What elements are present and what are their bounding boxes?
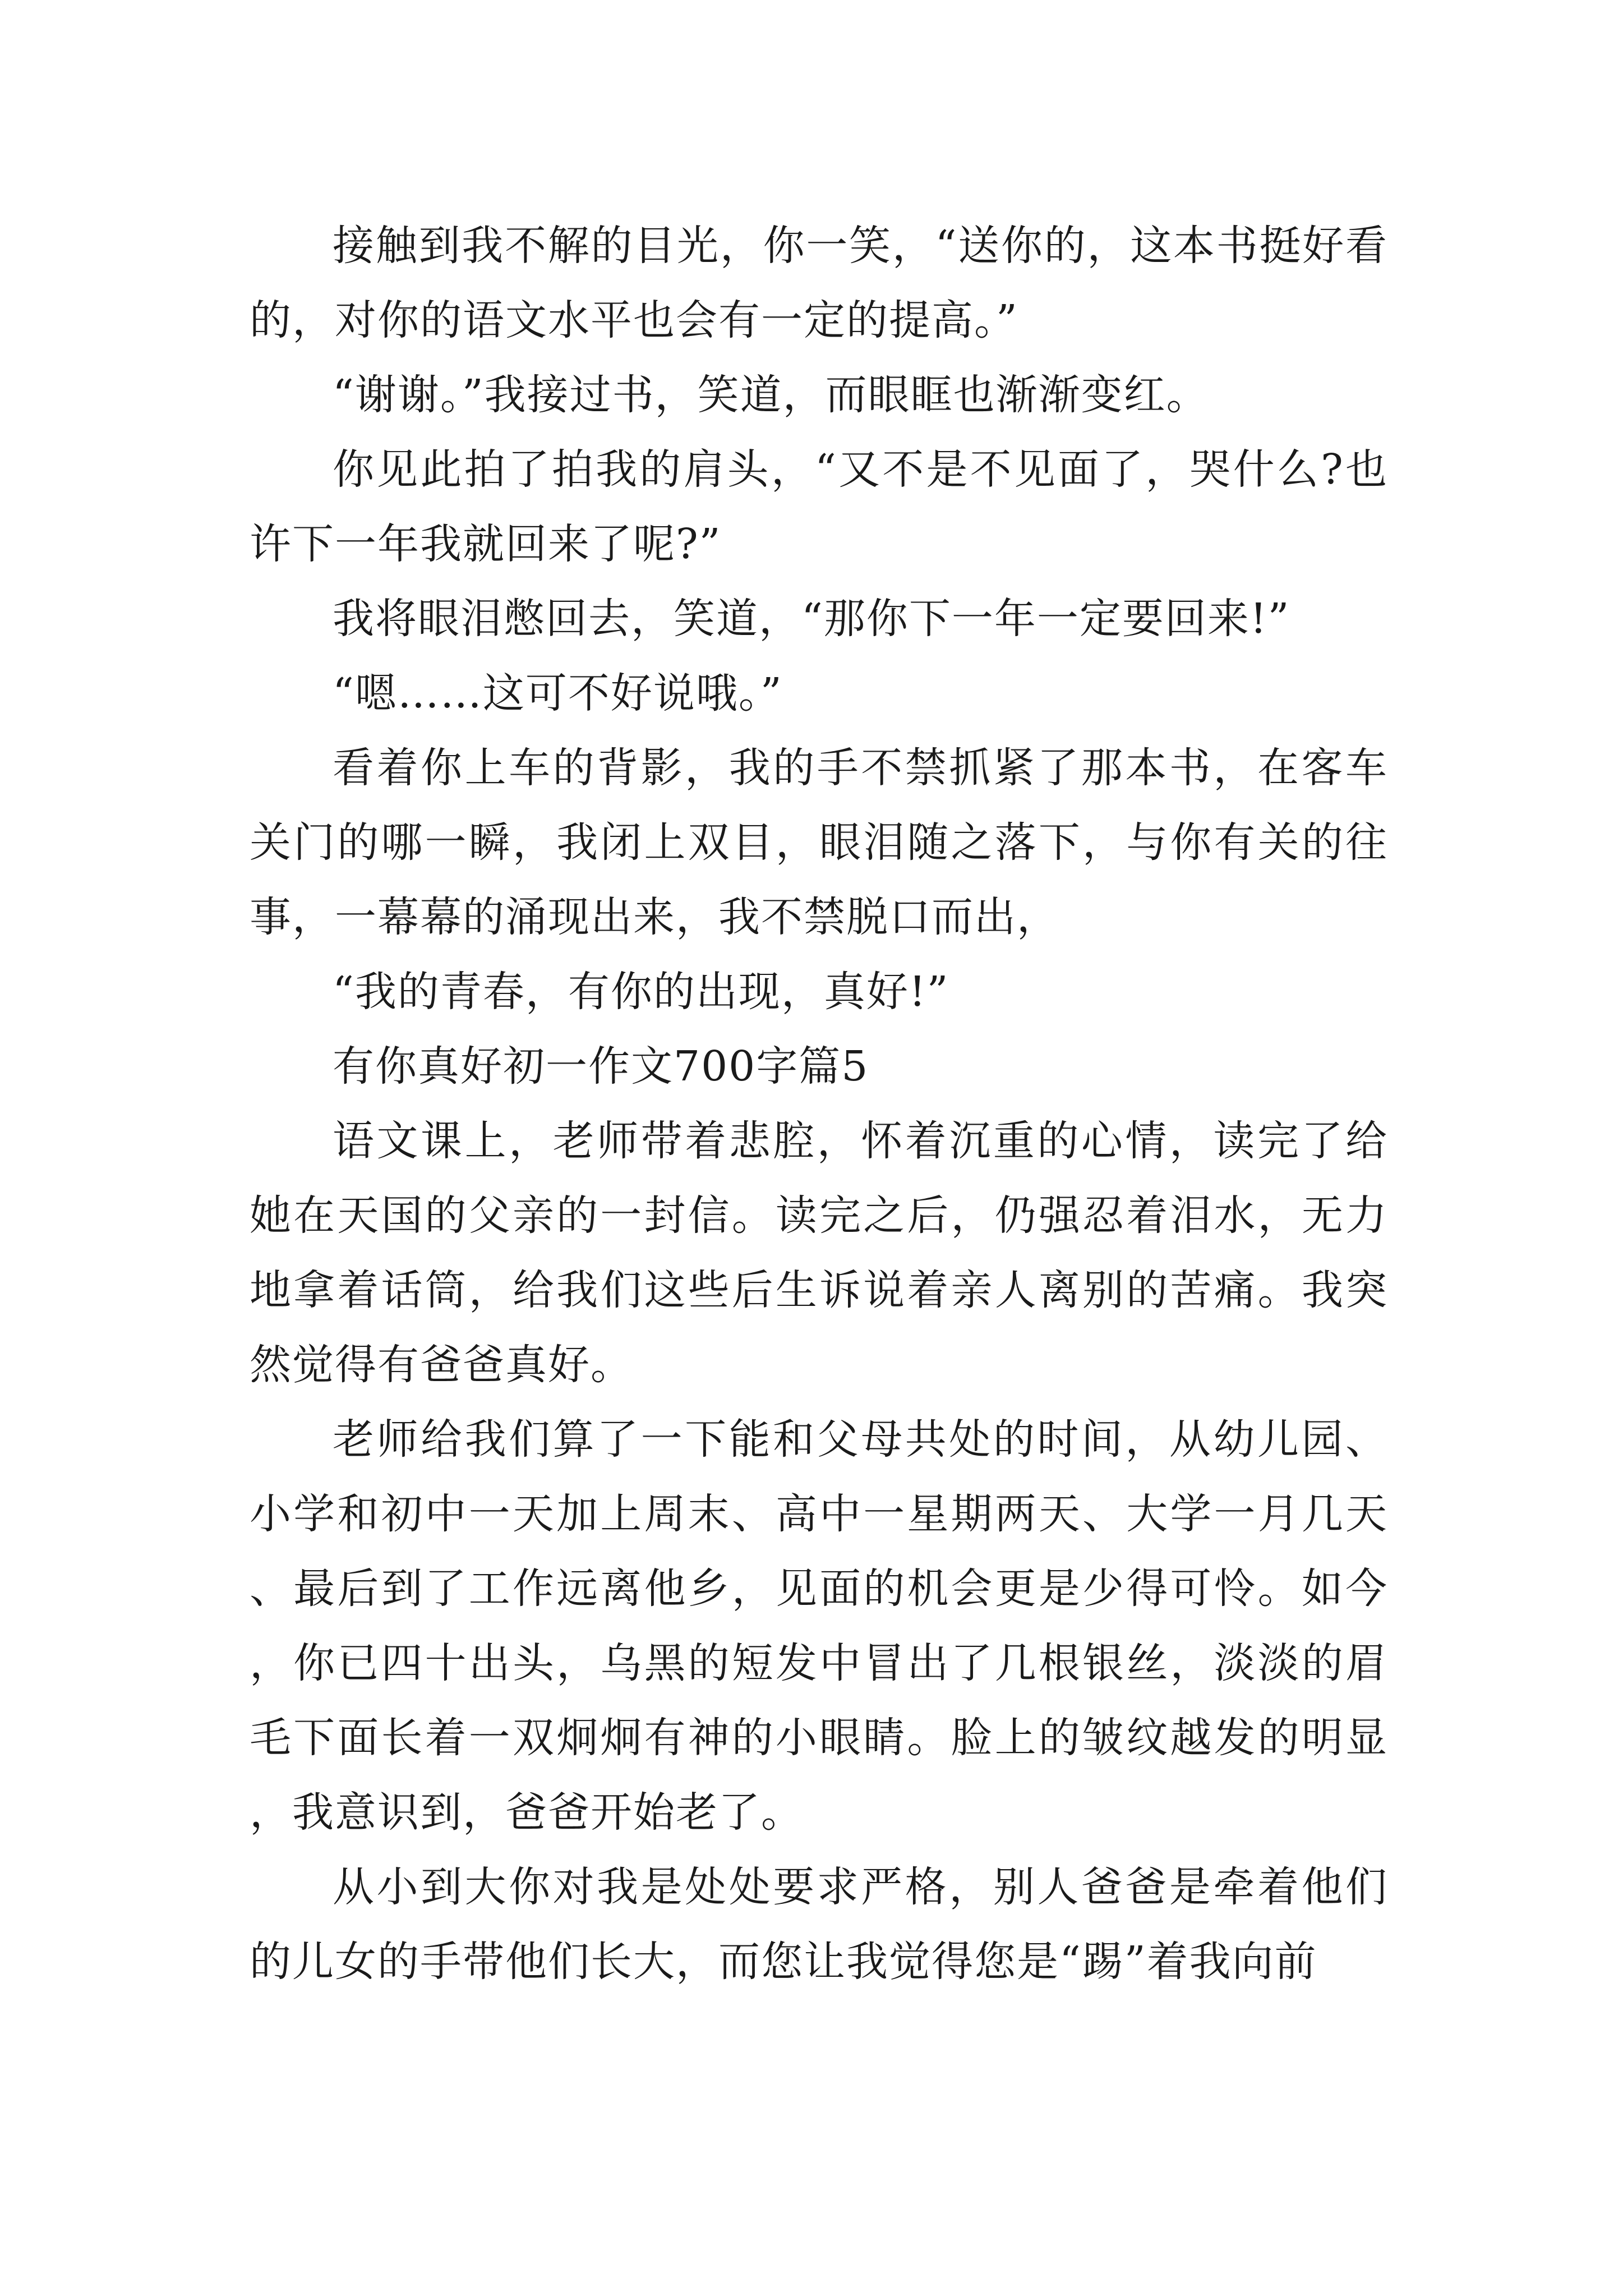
paragraph-6: 看着你上车的背影，我的手不禁抓紧了那本书，在客车关门的哪一瞬，我闭上双目，眼泪随之落下，与你有关的往事，一幕幕的涌现出来，我不禁脱口而出， <box>250 744 1388 941</box>
paragraph-1: 接触到我不解的目光，你一笑，“送你的，这本书挺好看的，对你的语文水平也会有一定的提高。” <box>250 222 1388 344</box>
paragraph-9: 老师给我们算了一下能和父母共处的时间，从幼儿园、小学和初中一天加上周末、高中一星期两天、大学一月几天、最后到了工作远离他乡，见面的机会更是少得可怜。如今，你已四十出头，乌黑的短发中冒出了几根银丝，淡淡的眉毛下面长着一双炯炯有神的小眼睛。脸上的皱纹越发的明显，我意识到，爸爸开始老了。 <box>250 1415 1388 1837</box>
paragraph-10: 从小到大你对我是处处要求严格，别人爸爸是牵着他们的儿女的手带他们长大，而您让我觉得您是“踢”着我向前 <box>250 1863 1388 1986</box>
section-heading: 有你真好初一作文700字篇5 <box>333 1042 869 1091</box>
paragraph-3: 你见此拍了拍我的肩头，“又不是不见面了，哭什么?也许下一年我就回来了呢?” <box>250 445 1388 568</box>
paragraph-4: 我将眼泪憋回去，笑道，“那你下一年一定要回来!” <box>333 595 1290 643</box>
document-body <box>250 209 1388 1999</box>
paragraph-5: “嗯……这可不好说哦。” <box>333 669 783 717</box>
paragraph-8: 语文课上，老师带着悲腔，怀着沉重的心情，读完了给她在天国的父亲的一封信。读完之后，仍强忍着泪水，无力地拿着话筒，给我们这些后生诉说着亲人离别的苦痛。我突然觉得有爸爸真好。 <box>250 1117 1388 1389</box>
paragraph-2: “谢谢。”我接过书，笑道，而眼眶也渐渐变红。 <box>333 371 1209 419</box>
paragraph-7: “我的青春，有你的出现，真好!” <box>333 968 949 1016</box>
